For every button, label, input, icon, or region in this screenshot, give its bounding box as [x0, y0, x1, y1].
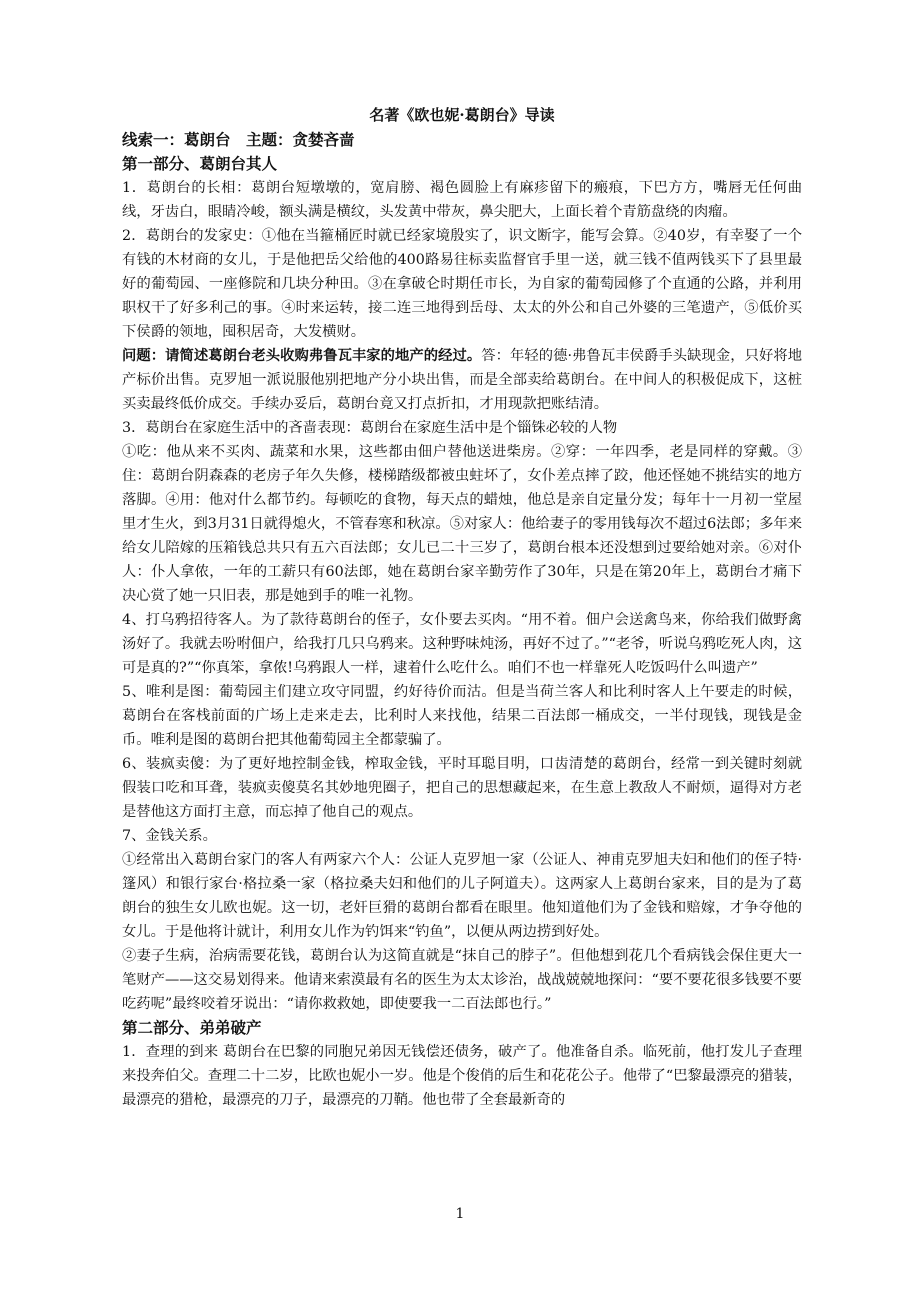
question-label: 问题：请简述葛朗台老头收购弗鲁瓦丰家的地产的经过。 [122, 348, 482, 364]
question-paragraph [122, 344, 802, 416]
paragraph-crows: 4、打乌鸦招待客人。为了款待葛朗台的侄子，女仆要去买肉。“用不着。佃户会送禽鸟来，你给我们做野禽汤好了。我就去吩咐佃户，给我打几只乌鸦来。这种野味炖汤，再好不过了。”“老爷，听说乌鸦吃死人肉，这可是真的?”“你真笨，拿侬!乌鸦跟人一样，逮着什么吃什么。咱们不也一样靠死人吃饭吗什么叫遗产” [122, 612, 802, 676]
part2-heading: 第二部分、弟弟破产 [122, 1018, 262, 1037]
page-number: 1 [455, 1206, 465, 1222]
paragraph-profit: 5、唯利是图：葡萄园主们建立攻守同盟，约好待价而沽。但是当荷兰客人和比利时客人上午要走的时候，葛朗台在客栈前面的广场上走来走去，比利时人来找他，结果二百法郎一桶成交，一半付现钱，现钱是金币。唯利是图的葛朗台把其他葡萄园主全都蒙骗了。 [122, 684, 802, 748]
document-title: 名著《欧也妮·葛朗台》导读 [369, 106, 555, 124]
paragraph-feign: 6、装疯卖傻：为了更好地控制金钱，榨取金钱，平时耳聪目明，口齿清楚的葛朗台，经常一到关键时刻就假装口吃和耳聋，装疯卖傻莫名其妙地兜圈子，把自己的思想藏起来，在生意上教敌人不耐烦，逼得对方老是替他这方面打主意，而忘掉了他自己的观点。 [122, 756, 802, 820]
paragraph-stinginess-details: ①吃：他从来不买肉、蔬菜和水果，这些都由佃户替他送进柴房。②穿：一年四季，老是同样的穿戴。③住：葛朗台阴森森的老房子年久失修，楼梯踏级都被虫蛀坏了，女仆差点摔了跤，他还怪她不挑结实的地方落脚。④用：他对什么都节约。每顿吃的食物，每天点的蜡烛，他总是亲自定量分发；每年十一月初一堂屋里才生火，到3月31日就得熄火，不管春寒和秋凉。⑤对家人：他给妻子的零用钱每次不超过6法郎；多年来给女儿陪嫁的压箱钱总共只有五六百法郎；女儿已二十三岁了，葛朗台根本还没想到过要给她对亲。⑥对仆人：仆人拿侬，一年的工薪只有60法郎，她在葛朗台家辛勤劳作了30年，只是在第20年上，葛朗台才痛下决心赏了她一只旧表，那是她到手的唯一礼物。 [122, 444, 802, 604]
question-answer: 答：年轻的德·弗鲁瓦丰侯爵手头缺现金，只好将地产标价出售。克罗旭一派说服他别把地产分小块出售，而是全部卖给葛朗台。在中间人的积极促成下，这桩买卖最终低价成交。手续办妥后，葛朗台竟又打点折扣，才用现款把账结清。 [122, 348, 802, 412]
part1-heading: 第一部分、葛朗台其人 [122, 154, 278, 173]
paragraph-fortune-history: 2．葛朗台的发家史：①他在当箍桶匠时就已经家境殷实了，识文断字，能写会算。②40岁，有幸娶了一个有钱的木材商的女儿，于是他把岳父给他的400路易往标卖监督官手里一送，就三钱不值两钱买下了县里最好的葡萄园、一座修院和几块分种田。③在拿破仑时期任市长，为自家的葡萄园修了个直通的公路，并利用职权干了好多利己的事。④时来运转，接二连三地得到岳母、太太的外公和自己外婆的三笔遗产，⑤低价买下侯爵的领地，囤积居奇，大发横财。 [122, 228, 802, 340]
paragraph-appearance: 1．葛朗台的长相：葛朗台短墩墩的，宽肩膀、褐色圆脸上有麻疹留下的瘢痕，下巴方方，嘴唇无任何曲线，牙齿白，眼睛冷峻，额头满是横纹，头发黄中带灰，鼻尖肥大，上面长着个青筋盘绕的肉瘤。 [122, 180, 802, 220]
document-page [122, 104, 802, 1112]
paragraph-charles-arrival: 1．查理的到来 葛朗台在巴黎的同胞兄弟因无钱偿还债务，破产了。他准备自杀。临死前，他打发儿子查理来投奔伯父。查理二十二岁，比欧也妮小一岁。他是个俊俏的后生和花花公子。他带了“巴黎最漂亮的猎装，最漂亮的猎枪，最漂亮的刀子，最漂亮的刀鞘。他也带了全套最新奇的 [122, 1044, 802, 1108]
paragraph-wife-illness: ②妻子生病，治病需要花钱，葛朗台认为这简直就是“抹自己的脖子”。但他想到花几个看病钱会保住更大一笔财产——这交易划得来。他请来索漠最有名的医生为太太诊治，战战兢兢地探问：“要不要花很多钱要不要吃药呢”最终咬着牙说出：“请你救救她，即使要我一二百法郎也行。” [122, 948, 802, 1012]
paragraph-stinginess-intro: 3．葛朗台在家庭生活中的吝啬表现：葛朗台在家庭生活中是个锱铢必较的人物 [122, 420, 618, 436]
paragraph-guests: ①经常出入葛朗台家门的客人有两家六个人：公证人克罗旭一家（公证人、神甫克罗旭夫妇和他们的侄子特·篷风）和银行家台·格拉桑一家（格拉桑夫妇和他们的儿子阿道夫）。这两家人上葛朗台家来，目的是为了葛朗台的独生女儿欧也妮。这一切，老奸巨猾的葛朗台都看在眼里。他知道他们为了金钱和赔嫁，才争夺他的女儿。于是他将计就计，利用女儿作为钓饵来“钓鱼”，以便从两边捞到好处。 [122, 852, 802, 940]
thread-heading: 线索一：葛朗台 主题：贪婪吝啬 [122, 130, 355, 149]
paragraph-money-relations: 7、金钱关系。 [122, 828, 217, 844]
